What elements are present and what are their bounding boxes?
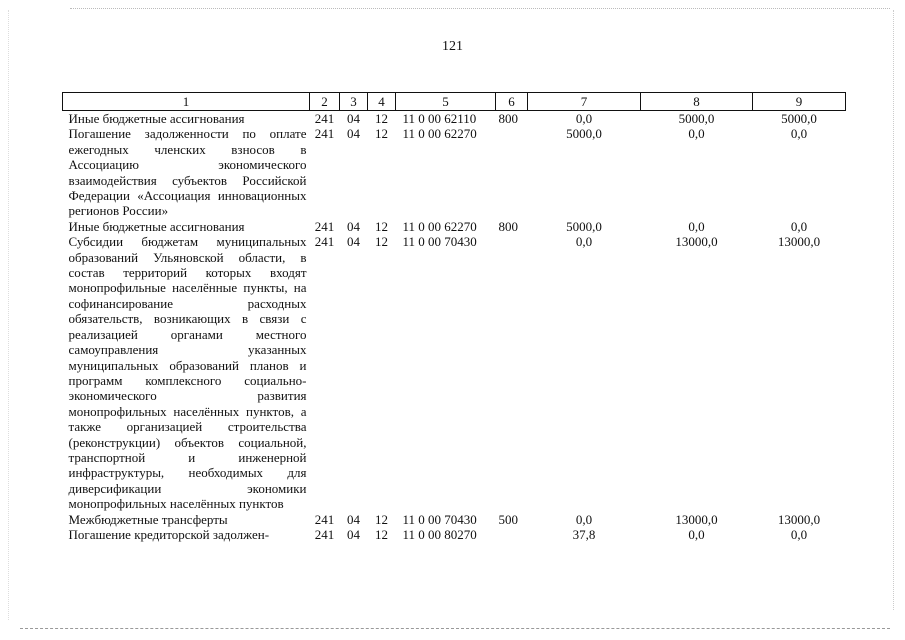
row-amount-8: 13000,0	[675, 511, 718, 527]
row-code-4: 12	[375, 234, 388, 250]
row-code-2: 241	[314, 218, 335, 234]
column-header-5: 5	[396, 93, 496, 111]
row-code-6: 500	[498, 511, 518, 527]
row-code-3: 04	[347, 126, 360, 142]
scan-edge-right	[893, 10, 894, 610]
row-code-6: 800	[498, 218, 518, 234]
row-amount-7: 5000,0	[566, 218, 602, 234]
row-code-5: 11 0 00 62110	[402, 111, 477, 126]
row-code-6	[496, 527, 528, 542]
row-amount-7: 5000,0	[566, 126, 602, 142]
row-code-2: 241	[314, 526, 335, 542]
column-header-7: 7	[528, 93, 641, 111]
table-row	[63, 234, 846, 511]
row-code-6: 800	[498, 111, 518, 126]
row-name: Иные бюджетные ассигнования	[68, 218, 245, 234]
row-code-5: 11 0 00 80270	[402, 526, 477, 542]
row-code-2: 241	[314, 126, 335, 142]
row-amount-9: 0,0	[790, 526, 808, 542]
table-header-row	[63, 93, 846, 111]
row-name: Межбюджетные трансферты	[68, 511, 228, 527]
row-amount-7: 0,0	[575, 234, 593, 250]
row-amount-7: 0,0	[575, 111, 593, 126]
row-amount-9: 0,0	[790, 218, 808, 234]
scan-edge-top	[70, 8, 890, 9]
row-code-3: 04	[347, 511, 360, 527]
budget-table	[62, 92, 846, 542]
scan-edge-left	[8, 10, 9, 620]
row-amount-8: 0,0	[688, 218, 705, 234]
row-amount-9: 13000,0	[777, 511, 821, 527]
column-header-9: 9	[753, 93, 846, 111]
table-row	[63, 527, 846, 542]
row-code-5: 11 0 00 70430	[402, 511, 477, 527]
table-row	[63, 219, 846, 234]
row-code-2: 241	[314, 234, 335, 250]
table-row	[63, 126, 846, 218]
row-code-6	[496, 234, 528, 511]
row-amount-9: 5000,0	[781, 111, 817, 126]
row-amount-8: 0,0	[688, 526, 705, 542]
column-header-4: 4	[368, 93, 396, 111]
row-name: Погашение задолженности по оплате ежегодных членских взносов в Ассоциацию экономического взаимодействия субъектов Российской Федерации «Ассоциация инновационных регионов России»	[68, 126, 307, 219]
row-code-4: 12	[375, 126, 388, 142]
row-code-4: 12	[375, 218, 388, 234]
row-code-5: 11 0 00 70430	[402, 234, 477, 250]
column-header-1: 1	[63, 93, 310, 111]
row-code-2: 241	[314, 111, 335, 126]
row-amount-9: 13000,0	[777, 234, 821, 250]
row-code-3: 04	[347, 234, 360, 250]
row-amount-8: 5000,0	[678, 111, 715, 126]
row-name: Субсидии бюджетам муниципальных образований Ульяновской области, в состав территорий которых входят монопрофильные населённые пункты, на софинансирование расходных обязательств, возникающих в связи с реализацией органами местного самоуправления указанных муниципальных образований планов и программ комплексного социально-экономического развития монопрофильных населённых пунктов, а также организацией строительства (реконструкции) объектов социальной, транспортной и инженерной инфраструктуры, необходимых для диверсификации экономики монопрофильных населённых пунктов	[68, 234, 307, 512]
row-amount-7: 0,0	[575, 511, 593, 527]
row-code-6	[496, 126, 528, 218]
row-code-5: 11 0 00 62270	[402, 126, 477, 142]
column-header-6: 6	[496, 93, 528, 111]
column-header-3: 3	[340, 93, 368, 111]
row-code-4: 12	[375, 511, 388, 527]
scan-edge-bottom	[20, 628, 890, 629]
row-code-3: 04	[347, 111, 360, 126]
row-code-3: 04	[347, 526, 360, 542]
row-amount-9: 0,0	[790, 126, 808, 142]
row-amount-7: 37,8	[572, 526, 596, 542]
table-row	[63, 512, 846, 527]
row-amount-8: 13000,0	[675, 234, 718, 250]
row-name: Иные бюджетные ассигнования	[68, 111, 245, 126]
row-name: Погашение кредиторской задолжен-	[68, 526, 270, 542]
row-code-2: 241	[314, 511, 335, 527]
column-header-2: 2	[310, 93, 340, 111]
row-code-4: 12	[375, 526, 388, 542]
row-code-4: 12	[375, 111, 388, 126]
row-amount-8: 0,0	[688, 126, 705, 142]
row-code-3: 04	[347, 218, 360, 234]
row-code-5: 11 0 00 62270	[402, 218, 477, 234]
page-number: 121	[442, 39, 463, 54]
table-row	[63, 111, 846, 127]
column-header-8: 8	[641, 93, 753, 111]
